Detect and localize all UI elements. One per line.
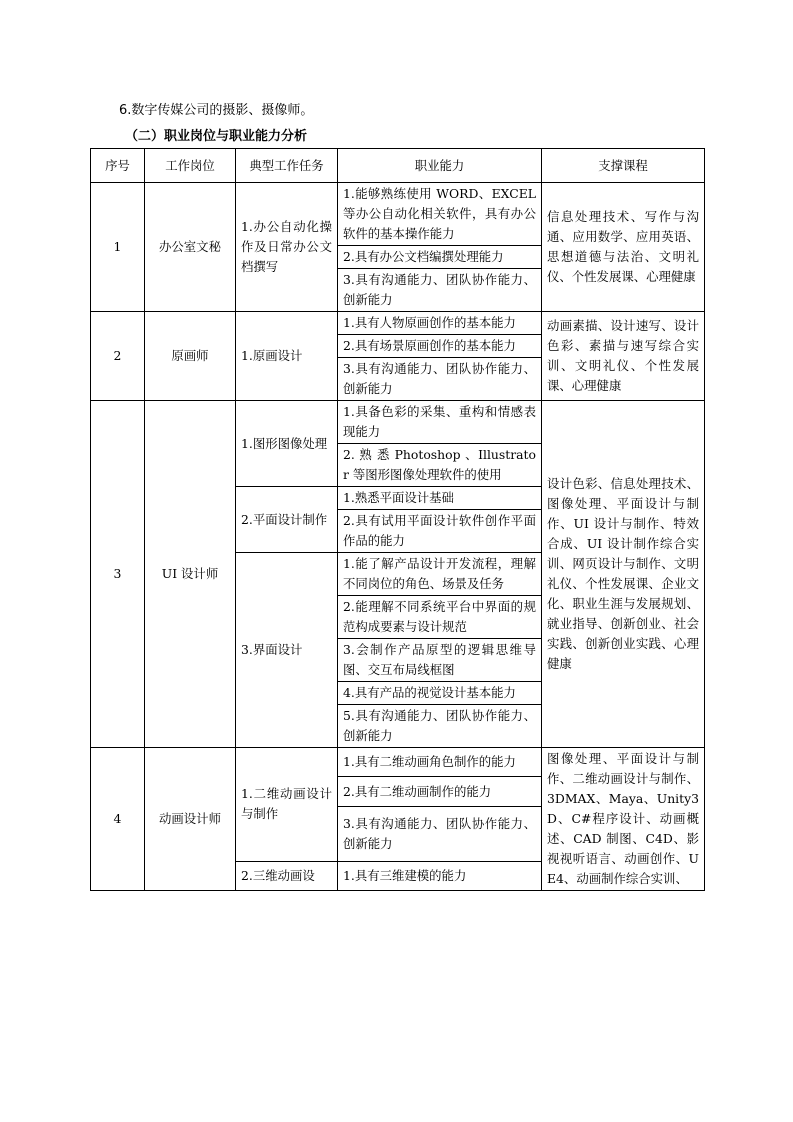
job-ability-table [90, 148, 705, 891]
row-ability: 3.具有沟通能力、团队协作能力、创新能力 [338, 269, 542, 312]
row-ability: 2.具有二维动画制作的能力 [338, 777, 542, 806]
header-ability: 职业能力 [338, 149, 542, 183]
row-courses: 设计色彩、信息处理技术、图像处理、平面设计与制作、UI 设计与制作、特效合成、UI 设计制作综合实训、网页设计与制作、文明礼仪、个性发展课、企业文化、职业生涯与发展规划、就业指导、创新创业、社会实践、创新创业实践、心理健康 [542, 401, 705, 748]
intro-line: 6.数字传媒公司的摄影、摄像师。 [119, 103, 314, 118]
row-ability: 3.具有沟通能力、团队协作能力、创新能力 [338, 358, 542, 401]
header-task: 典型工作任务 [236, 149, 338, 183]
row-ability: 2. 熟 悉 Photoshop 、Illustrator 等图形图像处理软件的使用 [338, 444, 542, 487]
row-courses: 图像处理、平面设计与制作、二维动画设计与制作、3DMAX、Maya、Unity3D、C#程序设计、动画概述、CAD 制图、C4D、影视视听语言、动画创作、UE4、动画制作综合实训、 [542, 748, 705, 891]
row-task: 3.界面设计 [236, 553, 338, 748]
row-no: 3 [91, 401, 145, 748]
row-ability: 3.会制作产品原型的逻辑思维导图、交互布局线框图 [338, 639, 542, 682]
header-courses: 支撑课程 [542, 149, 705, 183]
row-ability: 2.具有办公文档编撰处理能力 [338, 246, 542, 269]
row-task: 1.原画设计 [236, 312, 338, 401]
row-ability: 1.具备色彩的采集、重构和情感表现能力 [338, 401, 542, 444]
section-heading: （二）职业岗位与职业能力分析 [125, 129, 308, 144]
row-ability: 5.具有沟通能力、团队协作能力、创新能力 [338, 705, 542, 748]
row-no: 4 [91, 748, 145, 891]
row-position: 原画师 [145, 312, 236, 401]
row-ability: 4.具有产品的视觉设计基本能力 [338, 682, 542, 705]
row-ability: 2.具有试用平面设计软件创作平面作品的能力 [338, 510, 542, 553]
table-row [91, 183, 705, 246]
row-ability: 1.能够熟练使用 WORD、EXCEL 等办公自动化相关软件，具有办公软件的基本操作能力 [338, 183, 542, 246]
row-task: 1.办公自动化操作及日常办公文档撰写 [236, 183, 338, 312]
row-task: 1.二维动画设计与制作 [236, 748, 338, 862]
row-ability: 3.具有沟通能力、团队协作能力、创新能力 [338, 806, 542, 861]
row-task: 2.平面设计制作 [236, 487, 338, 553]
header-position: 工作岗位 [145, 149, 236, 183]
row-ability: 1.具有二维动画角色制作的能力 [338, 748, 542, 777]
row-task: 1.图形图像处理 [236, 401, 338, 487]
table-header-row [91, 149, 705, 183]
row-position: UI 设计师 [145, 401, 236, 748]
table-row [91, 401, 705, 444]
row-no: 1 [91, 183, 145, 312]
row-position: 办公室文秘 [145, 183, 236, 312]
row-ability: 1.能了解产品设计开发流程，理解不同岗位的角色、场景及任务 [338, 553, 542, 596]
row-courses: 信息处理技术、写作与沟通、应用数学、应用英语、思想道德与法治、文明礼仪、个性发展课、心理健康 [542, 183, 705, 312]
row-ability: 2.能理解不同系统平台中界面的规范构成要素与设计规范 [338, 596, 542, 639]
row-ability: 1.具有三维建模的能力 [338, 861, 542, 890]
row-ability: 1.熟悉平面设计基础 [338, 487, 542, 510]
row-ability: 2.具有场景原画创作的基本能力 [338, 335, 542, 358]
row-ability: 1.具有人物原画创作的基本能力 [338, 312, 542, 335]
row-no: 2 [91, 312, 145, 401]
table-row [91, 312, 705, 335]
row-courses: 动画素描、设计速写、设计色彩、素描与速写综合实训、文明礼仪、个性发展课、心理健康 [542, 312, 705, 401]
table-row [91, 748, 705, 777]
header-no: 序号 [91, 149, 145, 183]
row-position: 动画设计师 [145, 748, 236, 891]
row-task: 2.三维动画设 [236, 861, 338, 890]
